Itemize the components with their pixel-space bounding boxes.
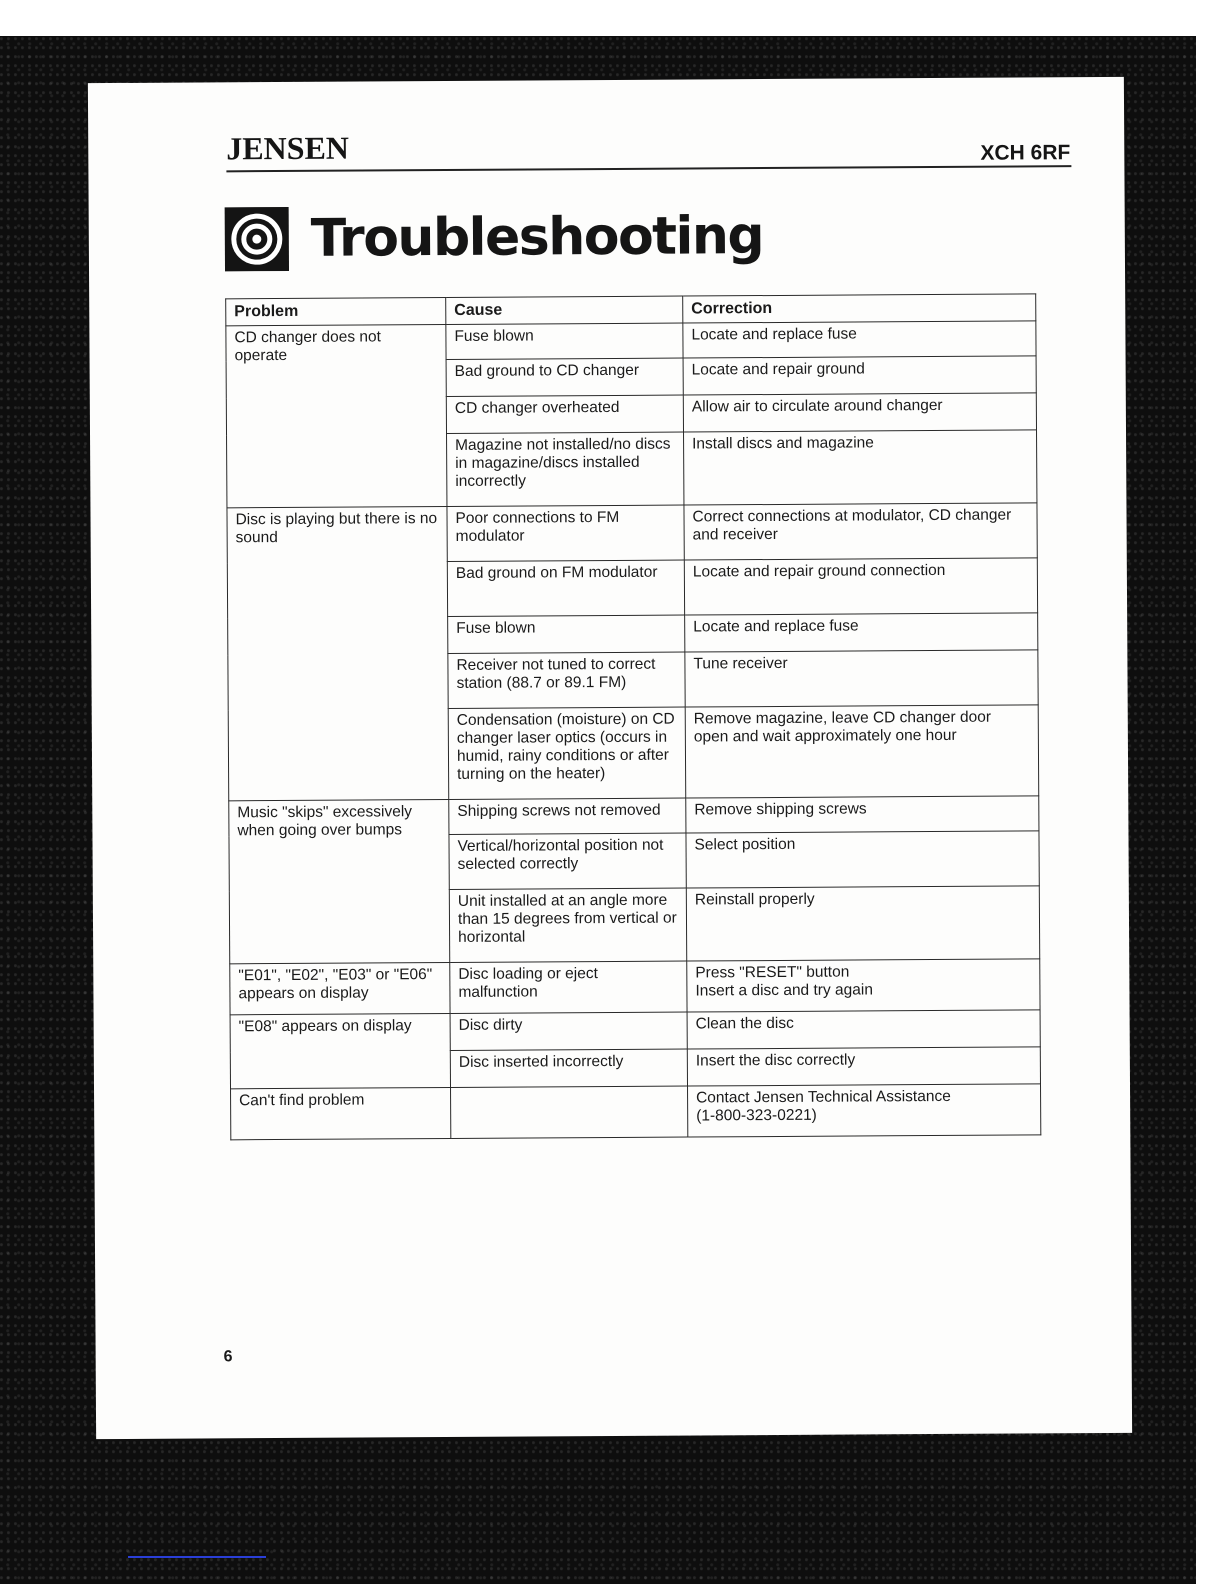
correction-cell: Clean the disc (687, 1010, 1040, 1049)
correction-cell (688, 1084, 1041, 1137)
cause-cell: Bad ground to CD changer (446, 358, 683, 396)
correction-cell: Locate and repair ground connection (684, 558, 1037, 615)
problem-cell: "E01", "E02", "E03" or "E06" appears on display (230, 962, 450, 1014)
scan-artifact-line (128, 1556, 266, 1558)
table-row (227, 503, 1037, 563)
correction-cell: Select position (686, 831, 1039, 888)
correction-cell: Locate and replace fuse (683, 321, 1036, 358)
problem-cell: "E08" appears on display (230, 1013, 450, 1088)
target-icon-graphic (231, 213, 283, 265)
correction-cell: Remove magazine, leave CD changer door open and wait approximately one hour (685, 705, 1039, 798)
cause-cell: Fuse blown (448, 615, 685, 653)
target-icon (225, 207, 289, 271)
table-row (231, 1084, 1041, 1140)
problem-cell: Music "skips" excessively when going over bumps (229, 799, 450, 963)
cause-cell: Condensation (moisture) on CD changer laser optics (occurs in humid, rainy conditions or after turning on the heater) (448, 707, 686, 799)
correction-cell: Allow air to circulate around changer (683, 393, 1036, 432)
column-header-problem: Problem (226, 297, 446, 325)
cause-cell: Disc inserted incorrectly (450, 1049, 687, 1087)
column-header-cause: Cause (446, 296, 683, 324)
correction-line: (1-800-323-0221) (696, 1106, 817, 1125)
problem-cell: CD changer does not operate (226, 324, 447, 507)
correction-cell: Correct connections at modulator, CD changer and receiver (684, 503, 1037, 560)
problem-cell: Disc is playing but there is no sound (227, 506, 449, 800)
correction-cell: Locate and replace fuse (685, 613, 1038, 652)
page-title-block (225, 203, 764, 272)
column-header-correction: Correction (683, 294, 1036, 323)
correction-cell: Reinstall properly (686, 886, 1039, 961)
cause-cell: Receiver not tuned to correct station (88.7 or 89.1 FM) (448, 652, 685, 708)
correction-cell: Insert the disc correctly (687, 1047, 1040, 1086)
cause-cell: Disc dirty (450, 1012, 687, 1050)
cause-cell: CD changer overheated (446, 395, 683, 433)
cause-cell: Magazine not installed/no discs in magazine/discs installed incorrectly (447, 432, 684, 506)
cause-cell: Fuse blown (446, 323, 683, 359)
brand-logo: JENSEN (226, 129, 350, 167)
correction-cell: Install discs and magazine (684, 430, 1037, 505)
cause-cell: Vertical/horizontal position not selected correctly (449, 833, 686, 889)
correction-cell: Remove shipping screws (686, 796, 1039, 833)
table-row (229, 796, 1039, 836)
cause-cell: Bad ground on FM modulator (447, 560, 684, 616)
correction-line: Insert a disc and try again (695, 981, 873, 1000)
troubleshooting-table (225, 293, 1041, 1140)
table-row (230, 1010, 1040, 1052)
table-row (230, 959, 1040, 1015)
correction-line: Press "RESET" button (695, 963, 850, 982)
correction-cell: Locate and repair ground (683, 356, 1036, 395)
cause-cell: Unit installed at an angle more than 15 degrees from vertical or horizontal (449, 888, 686, 962)
page-number: 6 (223, 1348, 233, 1366)
model-number: XCH 6RF (980, 141, 1071, 165)
problem-cell: Can't find problem (231, 1087, 451, 1139)
correction-line: Contact Jensen Technical Assistance (696, 1087, 951, 1107)
manual-page (88, 77, 1132, 1439)
page-content (88, 77, 1132, 1439)
header-rule (226, 165, 1071, 172)
page-title: Troubleshooting (310, 206, 764, 269)
correction-cell: Tune receiver (685, 650, 1038, 707)
table-row (226, 321, 1036, 361)
correction-cell (687, 959, 1040, 1012)
cause-cell: Disc loading or eject malfunction (450, 961, 687, 1013)
cause-cell: Poor connections to FM modulator (447, 505, 684, 561)
cause-cell: Shipping screws not removed (449, 798, 686, 834)
cause-cell (451, 1086, 688, 1138)
